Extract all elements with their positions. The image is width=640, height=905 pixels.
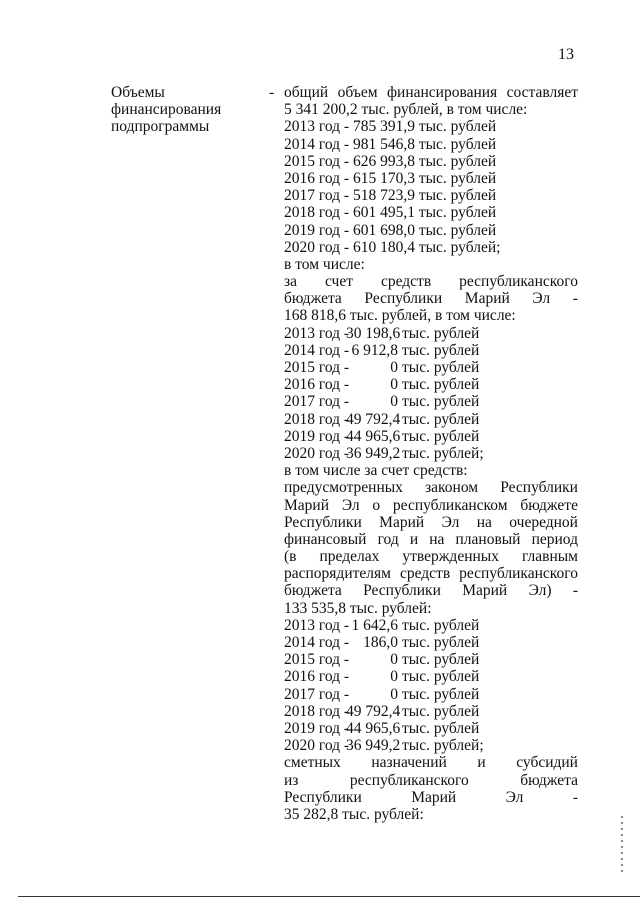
total-year-line: 2018 год - 601 495,1 тыс. рублей <box>284 204 497 222</box>
year-value: 0 <box>390 393 398 411</box>
year-unit: тыс. рублей <box>402 702 480 720</box>
year-unit: тыс. рублей <box>402 376 480 394</box>
word: законом <box>425 479 479 497</box>
total-year-line: 2013 год - 785 391,9 тыс. рублей <box>284 118 497 136</box>
word: предусмотренных <box>284 479 403 497</box>
year-row <box>284 445 578 462</box>
section-label <box>111 84 251 136</box>
year-row <box>284 359 578 376</box>
year-value: 0 <box>390 376 398 394</box>
word: плановый <box>455 530 521 548</box>
total-year-line: 2014 год - 981 546,8 тыс. рублей <box>284 135 497 153</box>
word: из <box>284 771 299 789</box>
word: о <box>372 496 381 514</box>
provided-years-list <box>284 617 578 755</box>
year-value: 0 <box>390 668 398 686</box>
word: республиканского <box>349 771 469 789</box>
word: и <box>477 754 486 772</box>
word: бюджета <box>520 771 578 789</box>
estimate-line <box>284 789 578 806</box>
year-label: 2017 год - <box>284 393 350 411</box>
year-value: 30 198,6 <box>346 324 401 342</box>
intro-line <box>284 84 578 101</box>
total-year-line: 2019 год - 601 698,0 тыс. рублей <box>284 221 497 239</box>
year-label: 2015 год - <box>284 359 350 376</box>
year-label: 2020 год - <box>284 737 350 755</box>
year-label: 2019 год - <box>284 719 350 737</box>
word: утвержденных <box>402 548 499 566</box>
word: Эл) <box>528 582 552 600</box>
year-label: 2016 год - <box>284 376 350 394</box>
year-unit: тыс. рублей <box>402 719 480 737</box>
provided-line <box>284 531 578 548</box>
year-row <box>284 737 578 754</box>
word: финансовый <box>284 530 367 548</box>
year-row <box>284 617 578 634</box>
including-funds: в том числе за счет средств: <box>284 462 468 480</box>
year-unit: тыс. рублей <box>402 393 480 411</box>
estimate-paragraph <box>284 754 578 806</box>
word: Эл <box>532 290 551 308</box>
word: (в <box>284 548 297 566</box>
total-year-line: 2017 год - 518 723,9 тыс. рублей <box>284 187 497 205</box>
word: бюджета <box>284 582 342 600</box>
intro-total: 5 341 200,2 тыс. рублей, в том числе: <box>284 101 528 119</box>
word: Республики <box>284 513 362 531</box>
provided-line <box>284 479 578 496</box>
word: общий <box>284 84 329 101</box>
year-value: 49 792,4 <box>346 702 401 720</box>
provided-line <box>284 497 578 514</box>
word: Республики <box>364 290 443 308</box>
year-value: 49 792,4 <box>346 410 401 428</box>
year-row <box>284 703 578 720</box>
year-unit: тыс. рублей <box>402 668 480 686</box>
year-unit: тыс. рублей <box>402 359 480 376</box>
word: Республики <box>500 479 578 497</box>
section-label-line: финансирования <box>111 101 222 119</box>
year-label: 2013 год - <box>284 324 350 342</box>
word: республиканского <box>459 273 578 291</box>
republic-line <box>284 273 578 290</box>
year-value: 44 965,6 <box>346 719 401 737</box>
word: республиканском <box>392 496 508 514</box>
word: период <box>531 530 578 548</box>
word: финансирования <box>386 84 498 101</box>
provided-paragraph <box>284 479 578 599</box>
provided-total: 133 535,8 тыс. рублей: <box>284 599 432 617</box>
year-value: 44 965,6 <box>346 427 401 445</box>
word: главным <box>521 548 578 566</box>
republic-total: 168 818,6 тыс. рублей, в том числе: <box>284 307 516 325</box>
year-row <box>284 720 578 737</box>
year-value: 1 642,6 <box>351 616 398 634</box>
page-number: 13 <box>558 46 574 63</box>
word: Республики <box>284 788 362 806</box>
word: - <box>572 582 578 600</box>
word: средств <box>399 565 451 583</box>
year-label: 2017 год - <box>284 685 350 703</box>
word: бюджета <box>284 290 342 308</box>
word: распорядителям <box>284 565 391 583</box>
total-years-list <box>284 118 578 256</box>
year-value: 186,0 <box>363 634 398 651</box>
year-label: 2015 год - <box>284 651 350 669</box>
scan-artifact <box>621 816 623 876</box>
word: Марий <box>464 290 510 308</box>
estimate-line <box>284 754 578 771</box>
provided-line <box>284 582 578 599</box>
word: бюджете <box>520 496 578 514</box>
year-label: 2020 год - <box>284 444 350 462</box>
word: Эл <box>341 496 360 514</box>
word: Марий <box>379 513 425 531</box>
word: - <box>572 290 578 308</box>
year-label: 2018 год - <box>284 702 350 720</box>
year-label: 2014 год - <box>284 634 350 651</box>
word: на <box>429 530 445 548</box>
republic-years-list <box>284 325 578 463</box>
year-unit: тыс. рублей; <box>402 444 484 462</box>
year-unit: тыс. рублей <box>402 341 480 359</box>
word: - <box>572 788 578 806</box>
word: Марий <box>411 788 457 806</box>
year-unit: тыс. рублей <box>402 410 480 428</box>
word: Марий <box>462 582 508 600</box>
year-label: 2014 год - <box>284 341 350 359</box>
republic-line <box>284 290 578 307</box>
word: назначений <box>371 754 447 772</box>
word: счет <box>324 273 354 291</box>
scan-bottom-line <box>18 896 640 897</box>
year-row <box>284 411 578 428</box>
list-dash: - <box>269 84 275 101</box>
year-row <box>284 325 578 342</box>
year-value: 6 912,8 <box>351 341 398 359</box>
word: год <box>377 530 399 548</box>
year-value: 0 <box>390 651 398 669</box>
year-value: 36 949,2 <box>346 737 401 755</box>
total-year-line: 2016 год - 615 170,3 тыс. рублей <box>284 169 497 187</box>
word: составляет <box>506 84 578 101</box>
year-row <box>284 651 578 668</box>
total-year-line: 2015 год - 626 993,8 тыс. рублей <box>284 152 497 170</box>
year-unit: тыс. рублей; <box>402 737 484 755</box>
word: Эл <box>441 513 460 531</box>
word: Эл <box>505 788 524 806</box>
in-that-number: в том числе: <box>284 255 365 273</box>
year-value: 0 <box>390 685 398 703</box>
year-unit: тыс. рублей <box>402 427 480 445</box>
year-row <box>284 686 578 703</box>
word: средств <box>380 273 432 291</box>
word: объем <box>337 84 378 101</box>
provided-line <box>284 548 578 565</box>
word: сметных <box>284 754 341 772</box>
provided-line <box>284 565 578 582</box>
word: Республики <box>363 582 441 600</box>
year-value: 36 949,2 <box>346 444 401 462</box>
year-unit: тыс. рублей <box>402 651 480 669</box>
year-unit: тыс. рублей <box>402 685 480 703</box>
word: республиканского <box>459 565 578 583</box>
estimate-total: 35 282,8 тыс. рублей: <box>284 805 424 823</box>
year-row <box>284 634 578 651</box>
year-value: 0 <box>390 359 398 376</box>
year-row <box>284 393 578 410</box>
section-label-line: Объемы <box>111 84 165 101</box>
provided-line <box>284 514 578 531</box>
word: и <box>409 530 419 548</box>
financing-text <box>284 84 578 823</box>
year-label: 2019 год - <box>284 427 350 445</box>
year-row <box>284 668 578 685</box>
year-label: 2018 год - <box>284 410 350 428</box>
year-row <box>284 342 578 359</box>
estimate-line <box>284 772 578 789</box>
year-label: 2016 год - <box>284 668 350 686</box>
year-label: 2013 год - <box>284 616 350 634</box>
word: за <box>284 273 298 291</box>
year-unit: тыс. рублей <box>402 616 480 634</box>
word: пределах <box>319 548 380 566</box>
year-row <box>284 428 578 445</box>
word: на <box>476 513 492 531</box>
year-unit: тыс. рублей <box>402 634 480 651</box>
year-row <box>284 376 578 393</box>
word: очередной <box>509 513 578 531</box>
word: Марий <box>284 496 330 514</box>
total-year-line: 2020 год - 610 180,4 тыс. рублей; <box>284 238 501 256</box>
year-unit: тыс. рублей <box>402 324 480 342</box>
section-label-line: подпрограммы <box>111 118 210 136</box>
word: субсидий <box>516 754 578 772</box>
